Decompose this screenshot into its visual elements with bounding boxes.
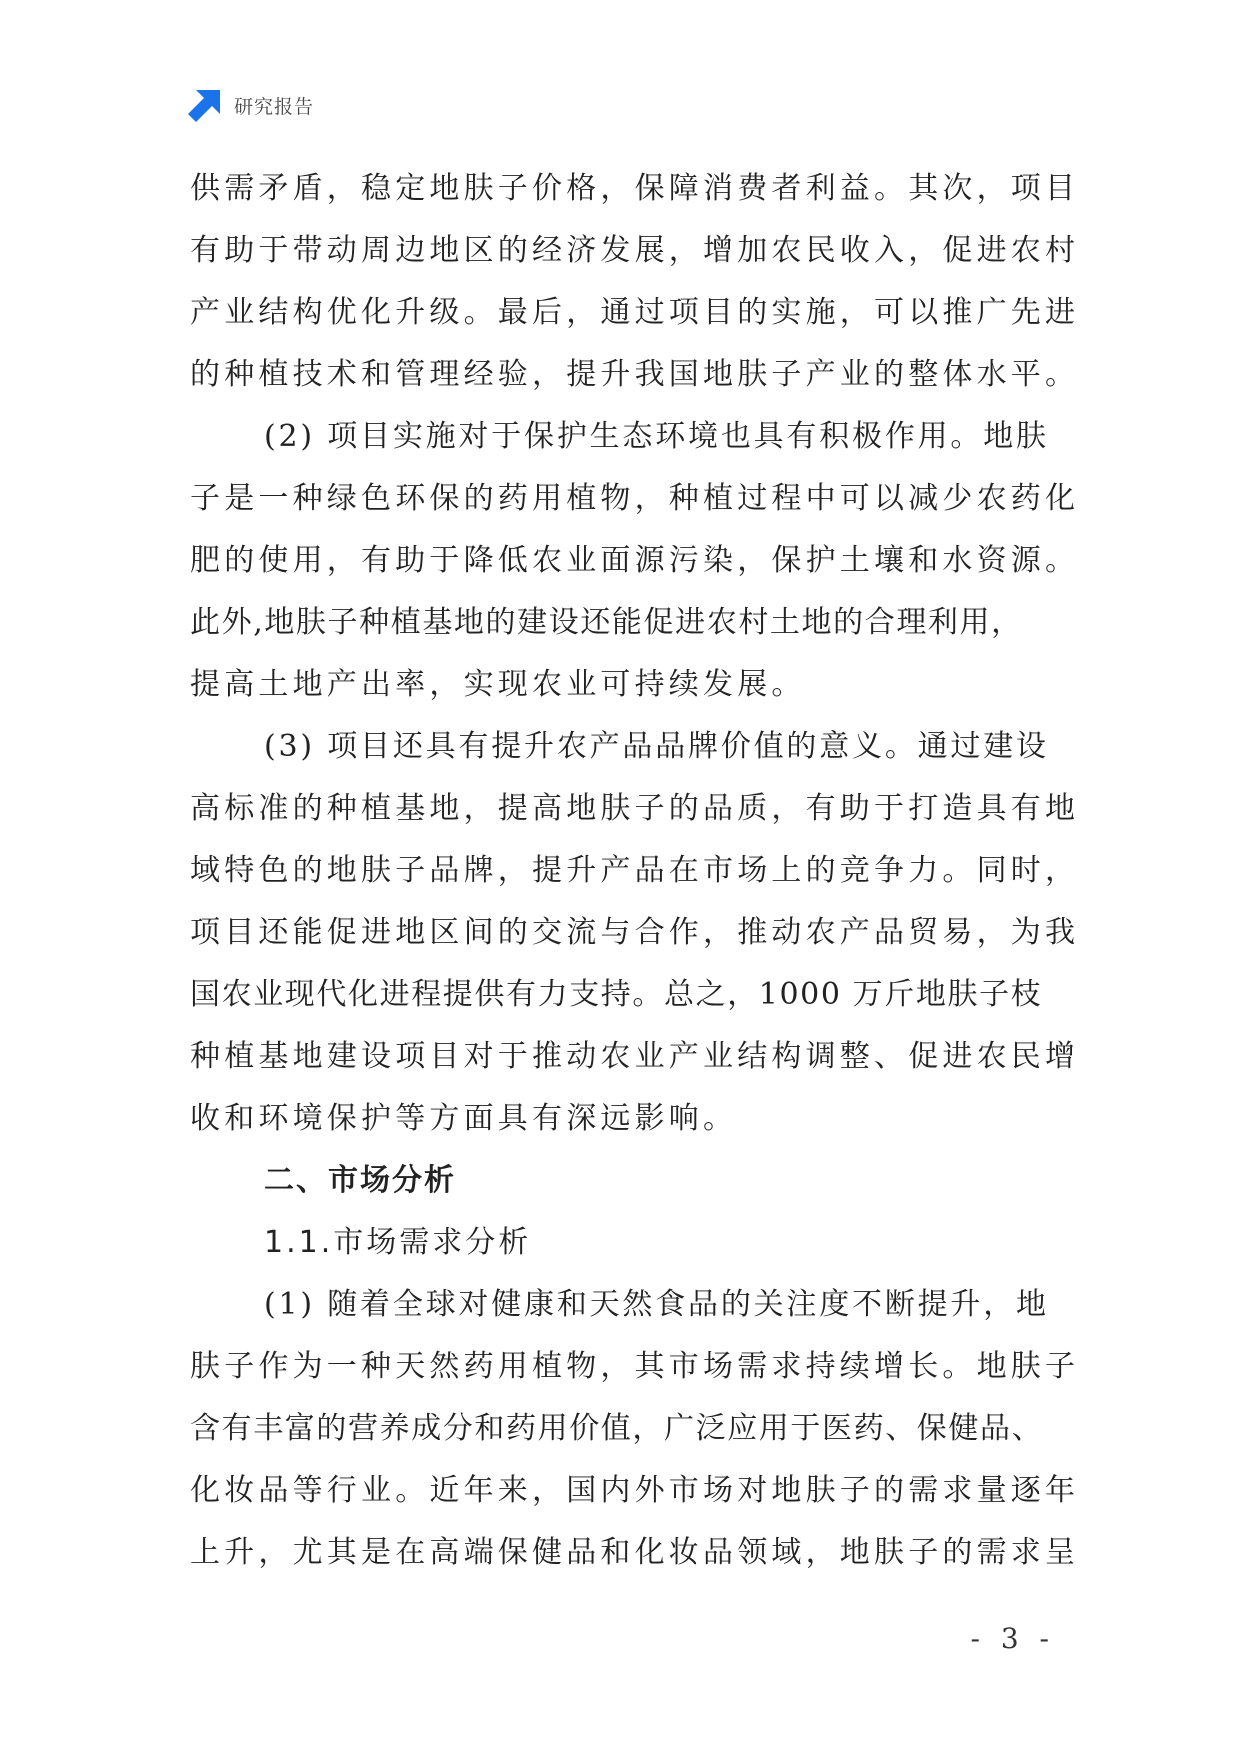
body-line: 域特色的地肤子品牌，提升产品在市场上的竞争力。同时， [190,853,1080,888]
body-line: 的种植技术和管理经验，提升我国地肤子产业的整体水平。 [190,357,1080,392]
body-line: 化妆品等行业。近年来，国内外市场对地肤子的需求量逐年 [190,1473,1080,1508]
body-line: 提高土地产出率，实现农业可持续发展。 [190,667,806,702]
section-heading: 二、市场分析 [264,1163,456,1198]
paragraph-start-line: (2) 项目实施对于保护生态环境也具有积极作用。地肤 [264,419,1049,454]
body-line: 种植基地建设项目对于推动农业产业结构调整、促进农民增 [190,1039,1080,1074]
body-line: 产业结构优化升级。最后，通过项目的实施，可以推广先进 [190,295,1080,330]
page-number: - 3 - [970,1622,1055,1655]
body-line: 肤子作为一种天然药用植物，其市场需求持续增长。地肤子 [190,1349,1080,1384]
body-line: 肥的使用，有助于降低农业面源污染，保护土壤和水资源。 [190,543,1080,578]
document-body [190,158,1080,1584]
paragraph-start-line: (1) 随着全球对健康和天然食品的关注度不断提升，地 [264,1287,1049,1322]
subsection-heading: 1.1.市场需求分析 [264,1225,532,1260]
paragraph-start-line: (3) 项目还具有提升农产品品牌价值的意义。通过建设 [264,729,1049,764]
body-line: 国农业现代化进程提供有力支持。总之，1000 万斤地肤子枝 [190,977,1043,1012]
body-line: 上升，尤其是在高端保健品和化妆品领域，地肤子的需求呈 [190,1535,1080,1570]
body-line: 子是一种绿色环保的药用植物，种植过程中可以减少农药化 [190,481,1080,516]
body-line: 此外,地肤子种植基地的建设还能促进农村土地的合理利用， [190,605,1023,640]
body-line: 供需矛盾，稳定地肤子价格，保障消费者利益。其次，项目 [190,171,1080,206]
arrow-up-right-icon [188,88,222,122]
body-line: 收和环境保护等方面具有深远影响。 [190,1101,738,1136]
body-line: 项目还能促进地区间的交流与合作，推动农产品贸易，为我 [190,915,1080,950]
body-line: 含有丰富的营养成分和药用价值，广泛应用于医药、保健品、 [190,1411,1044,1446]
header-title: 研究报告 [234,95,315,118]
body-line: 高标准的种植基地，提高地肤子的品质，有助于打造具有地 [190,791,1080,826]
body-line: 有助于带动周边地区的经济发展，增加农民收入，促进农村 [190,233,1080,268]
report-header [188,88,314,122]
